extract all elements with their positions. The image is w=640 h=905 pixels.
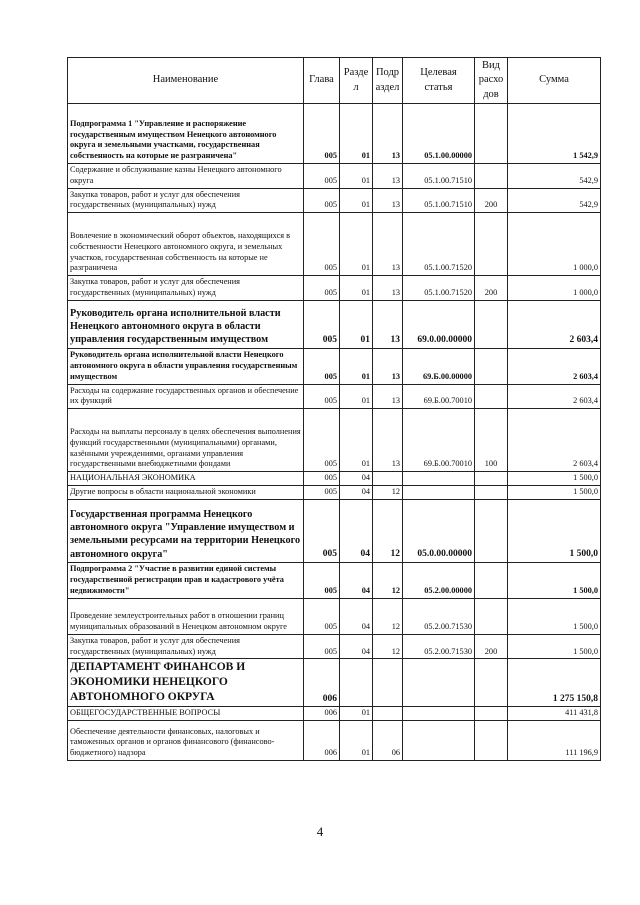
row-glava: 005 bbox=[304, 300, 340, 348]
row-vid bbox=[475, 472, 508, 486]
row-vid: 100 bbox=[475, 409, 508, 472]
row-razdel: 01 bbox=[340, 720, 373, 760]
table-row bbox=[68, 384, 601, 409]
row-summa: 1 500,0 bbox=[508, 486, 601, 500]
row-razdel: 01 bbox=[340, 409, 373, 472]
row-podrazdel bbox=[373, 707, 403, 721]
row-name: Закупка товаров, работ и услуг для обеспечения государственных (муниципальных) нужд bbox=[68, 634, 304, 659]
header-podrazdel: Подр аздел bbox=[373, 58, 403, 104]
row-podrazdel: 12 bbox=[373, 499, 403, 562]
row-celevaya: 05.1.00.71510 bbox=[403, 188, 475, 213]
row-summa: 111 196,9 bbox=[508, 720, 601, 760]
row-podrazdel: 12 bbox=[373, 598, 403, 634]
row-podrazdel: 13 bbox=[373, 348, 403, 384]
row-name: ДЕПАРТАМЕНТ ФИНАНСОВ И ЭКОНОМИКИ НЕНЕЦКОГО АВТОНОМНОГО ОКРУГА bbox=[68, 659, 304, 707]
row-vid: 200 bbox=[475, 188, 508, 213]
row-glava: 005 bbox=[304, 164, 340, 189]
table-row bbox=[68, 104, 601, 164]
row-glava: 005 bbox=[304, 384, 340, 409]
header-celevaya: Целевая статья bbox=[403, 58, 475, 104]
row-vid bbox=[475, 720, 508, 760]
table-row bbox=[68, 164, 601, 189]
budget-table bbox=[67, 57, 601, 761]
row-podrazdel: 13 bbox=[373, 188, 403, 213]
row-glava: 005 bbox=[304, 409, 340, 472]
row-glava: 005 bbox=[304, 598, 340, 634]
row-summa: 1 500,0 bbox=[508, 634, 601, 659]
row-podrazdel: 13 bbox=[373, 300, 403, 348]
row-glava: 005 bbox=[304, 562, 340, 598]
row-celevaya bbox=[403, 707, 475, 721]
row-vid bbox=[475, 104, 508, 164]
row-summa: 1 275 150,8 bbox=[508, 659, 601, 707]
row-name: ОБЩЕГОСУДАРСТВЕННЫЕ ВОПРОСЫ bbox=[68, 707, 304, 721]
row-name: НАЦИОНАЛЬНАЯ ЭКОНОМИКА bbox=[68, 472, 304, 486]
row-summa: 1 500,0 bbox=[508, 472, 601, 486]
row-razdel: 04 bbox=[340, 472, 373, 486]
table-row bbox=[68, 276, 601, 301]
row-summa: 542,9 bbox=[508, 188, 601, 213]
row-razdel: 01 bbox=[340, 276, 373, 301]
row-razdel: 04 bbox=[340, 562, 373, 598]
row-name: Вовлечение в экономический оборот объектов, находящихся в собственности Ненецкого автономного округа, и земельных участков, государственная собственность на которые не разграничена bbox=[68, 213, 304, 276]
row-razdel: 01 bbox=[340, 213, 373, 276]
row-razdel bbox=[340, 659, 373, 707]
row-celevaya: 05.1.00.71510 bbox=[403, 164, 475, 189]
row-name: Содержание и обслуживание казны Ненецкого автономного округа bbox=[68, 164, 304, 189]
row-razdel: 04 bbox=[340, 486, 373, 500]
row-name: Другие вопросы в области национальной экономики bbox=[68, 486, 304, 500]
row-celevaya bbox=[403, 472, 475, 486]
row-razdel: 01 bbox=[340, 300, 373, 348]
row-razdel: 04 bbox=[340, 634, 373, 659]
table-row bbox=[68, 188, 601, 213]
row-razdel: 04 bbox=[340, 598, 373, 634]
row-razdel: 01 bbox=[340, 104, 373, 164]
table-row bbox=[68, 659, 601, 707]
row-name: Закупка товаров, работ и услуг для обеспечения государственных (муниципальных) нужд bbox=[68, 188, 304, 213]
table-row bbox=[68, 562, 601, 598]
header-glava: Глава bbox=[304, 58, 340, 104]
row-celevaya bbox=[403, 720, 475, 760]
row-vid bbox=[475, 164, 508, 189]
row-vid bbox=[475, 384, 508, 409]
row-razdel: 01 bbox=[340, 164, 373, 189]
row-glava: 005 bbox=[304, 213, 340, 276]
row-glava: 005 bbox=[304, 104, 340, 164]
row-razdel: 01 bbox=[340, 707, 373, 721]
row-celevaya: 05.1.00.71520 bbox=[403, 276, 475, 301]
header-name: Наименование bbox=[68, 58, 304, 104]
row-name: Подпрограмма 1 "Управление и распоряжение государственным имуществом Ненецкого автономного округа и земельными участками, государственная собственность на которые не разграничена" bbox=[68, 104, 304, 164]
row-podrazdel bbox=[373, 659, 403, 707]
table-row bbox=[68, 300, 601, 348]
row-glava: 006 bbox=[304, 720, 340, 760]
row-glava: 005 bbox=[304, 472, 340, 486]
row-glava: 006 bbox=[304, 659, 340, 707]
row-name: Расходы на выплаты персоналу в целях обеспечения выполнения функций государственными (муниципальными) органами, казёнными учреждениями, органами управления государственными внебюджетными фондами bbox=[68, 409, 304, 472]
row-summa: 2 603,4 bbox=[508, 348, 601, 384]
row-vid bbox=[475, 213, 508, 276]
row-podrazdel: 13 bbox=[373, 409, 403, 472]
table-row bbox=[68, 720, 601, 760]
table-row bbox=[68, 598, 601, 634]
row-podrazdel: 13 bbox=[373, 276, 403, 301]
table-row bbox=[68, 707, 601, 721]
row-vid: 200 bbox=[475, 634, 508, 659]
row-celevaya: 69.Б.00.00000 bbox=[403, 348, 475, 384]
row-podrazdel: 12 bbox=[373, 486, 403, 500]
row-name: Проведение землеустроительных работ в отношении границ муниципальных образований в Ненецком автономном округе bbox=[68, 598, 304, 634]
row-celevaya: 69.Б.00.70010 bbox=[403, 409, 475, 472]
row-vid bbox=[475, 562, 508, 598]
row-glava: 005 bbox=[304, 276, 340, 301]
row-vid bbox=[475, 300, 508, 348]
row-podrazdel: 12 bbox=[373, 562, 403, 598]
row-glava: 005 bbox=[304, 499, 340, 562]
row-summa: 411 431,8 bbox=[508, 707, 601, 721]
row-vid: 200 bbox=[475, 276, 508, 301]
row-glava: 006 bbox=[304, 707, 340, 721]
row-razdel: 01 bbox=[340, 348, 373, 384]
table-row bbox=[68, 499, 601, 562]
row-celevaya: 05.0.00.00000 bbox=[403, 499, 475, 562]
row-glava: 005 bbox=[304, 348, 340, 384]
row-glava: 005 bbox=[304, 188, 340, 213]
row-name: Расходы на содержание государственных органов и обеспечение их функций bbox=[68, 384, 304, 409]
table-body bbox=[68, 104, 601, 761]
row-summa: 542,9 bbox=[508, 164, 601, 189]
row-vid bbox=[475, 486, 508, 500]
table-row bbox=[68, 213, 601, 276]
row-podrazdel: 13 bbox=[373, 104, 403, 164]
row-podrazdel: 06 bbox=[373, 720, 403, 760]
row-summa: 1 000,0 bbox=[508, 213, 601, 276]
table-row bbox=[68, 409, 601, 472]
row-podrazdel bbox=[373, 472, 403, 486]
row-summa: 2 603,4 bbox=[508, 409, 601, 472]
row-name: Государственная программа Ненецкого автономного округа "Управление имуществом и земельными ресурсами на территории Ненецкого автономного округа" bbox=[68, 499, 304, 562]
row-glava: 005 bbox=[304, 634, 340, 659]
row-name: Подпрограмма 2 "Участие в развитии единой системы государственной регистрации прав и кадастрового учёта недвижимости" bbox=[68, 562, 304, 598]
row-podrazdel: 12 bbox=[373, 634, 403, 659]
row-podrazdel: 13 bbox=[373, 384, 403, 409]
row-razdel: 04 bbox=[340, 499, 373, 562]
row-vid bbox=[475, 659, 508, 707]
header-summa: Сумма bbox=[508, 58, 601, 104]
table-row bbox=[68, 486, 601, 500]
row-celevaya: 05.2.00.71530 bbox=[403, 634, 475, 659]
header-razdel: Разде л bbox=[340, 58, 373, 104]
page-number: 4 bbox=[316, 824, 324, 839]
row-celevaya: 05.2.00.71530 bbox=[403, 598, 475, 634]
row-name: Обеспечение деятельности финансовых, налоговых и таможенных органов и органов финансового (финансово-бюджетного) надзора bbox=[68, 720, 304, 760]
table-row bbox=[68, 472, 601, 486]
row-glava: 005 bbox=[304, 486, 340, 500]
row-celevaya: 05.2.00.00000 bbox=[403, 562, 475, 598]
row-vid bbox=[475, 707, 508, 721]
row-vid bbox=[475, 499, 508, 562]
row-summa: 1 542,9 bbox=[508, 104, 601, 164]
row-celevaya bbox=[403, 486, 475, 500]
header-vid: Вид расхо дов bbox=[475, 58, 508, 104]
table-header-row bbox=[68, 58, 601, 104]
row-summa: 2 603,4 bbox=[508, 384, 601, 409]
row-summa: 1 500,0 bbox=[508, 598, 601, 634]
row-celevaya: 69.0.00.00000 bbox=[403, 300, 475, 348]
row-celevaya: 69.Б.00.70010 bbox=[403, 384, 475, 409]
row-summa: 1 500,0 bbox=[508, 562, 601, 598]
row-celevaya: 05.1.00.00000 bbox=[403, 104, 475, 164]
row-podrazdel: 13 bbox=[373, 164, 403, 189]
table-row bbox=[68, 348, 601, 384]
row-summa: 1 500,0 bbox=[508, 499, 601, 562]
row-name: Руководитель органа исполнительной власти Ненецкого автономного округа в области управления государственным имуществом bbox=[68, 348, 304, 384]
row-summa: 1 000,0 bbox=[508, 276, 601, 301]
row-celevaya bbox=[403, 659, 475, 707]
table-row bbox=[68, 634, 601, 659]
row-summa: 2 603,4 bbox=[508, 300, 601, 348]
row-razdel: 01 bbox=[340, 188, 373, 213]
row-vid bbox=[475, 348, 508, 384]
row-celevaya: 05.1.00.71520 bbox=[403, 213, 475, 276]
row-name: Закупка товаров, работ и услуг для обеспечения государственных (муниципальных) нужд bbox=[68, 276, 304, 301]
row-podrazdel: 13 bbox=[373, 213, 403, 276]
row-name: Руководитель органа исполнительной власти Ненецкого автономного округа в области управления государственным имуществом bbox=[68, 300, 304, 348]
row-razdel: 01 bbox=[340, 384, 373, 409]
row-vid bbox=[475, 598, 508, 634]
